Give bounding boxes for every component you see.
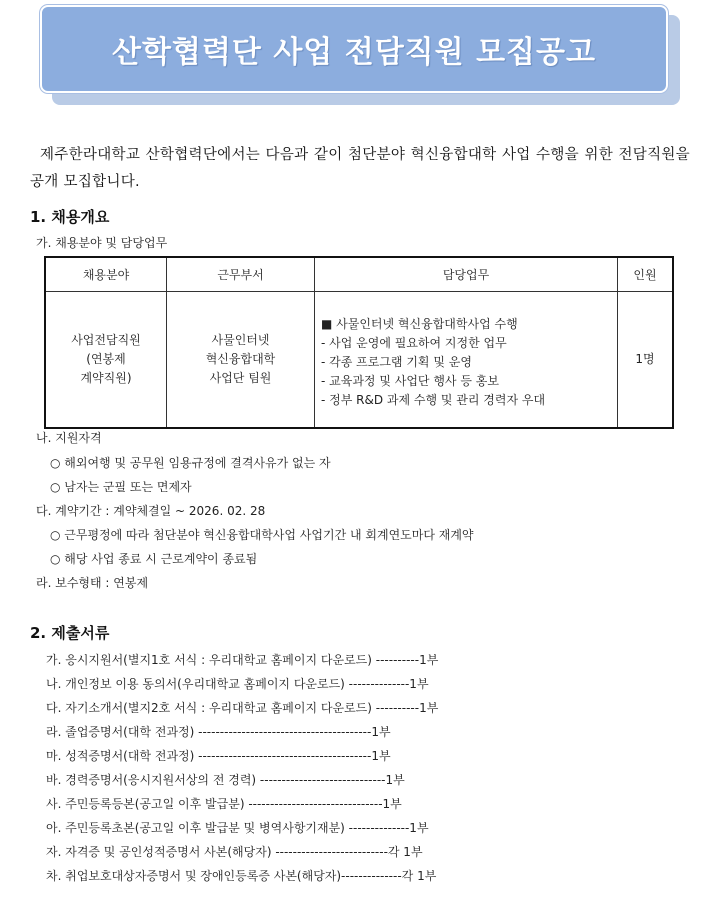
title-banner — [40, 5, 682, 105]
document-item: 다. 자기소개서(별지2호 서식 : 우리대학교 홈페이지 다운로드) ----------1부 — [46, 701, 439, 715]
document-item: 가. 응시지원서(별지1호 서식 : 우리대학교 홈페이지 다운로드) ----------1부 — [46, 653, 439, 667]
section1-sub-b: 나. 지원자격 — [36, 431, 102, 445]
header-dept: 근무부서 — [167, 257, 315, 292]
intro-paragraph: 제주한라대학교 산학협력단에서는 다음과 같이 첨단분야 혁신융합대학 사업 수행을 위한 전담직원을 공개 모집합니다. — [30, 147, 690, 190]
duty-line: - 정부 R&D 과제 수행 및 관리 경력자 우대 — [321, 392, 546, 407]
duty-line: - 사업 운영에 필요하여 지정한 업무 — [321, 335, 507, 350]
page-title: 산학협력단 사업 전담직원 모집공고 — [111, 35, 597, 70]
duty-line: ■ 사물인터넷 혁신융합대학사업 수행 — [321, 316, 518, 331]
header-count: 인원 — [618, 257, 674, 292]
document-item: 나. 개인정보 이용 동의서(우리대학교 홈페이지 다운로드) --------------1부 — [46, 677, 429, 691]
cell-dept — [167, 292, 315, 429]
table-header-row — [45, 257, 673, 292]
section1-heading: 1. 채용개요 — [30, 208, 110, 226]
table-row — [45, 292, 673, 429]
field-line: 사업전담직원 — [71, 333, 141, 347]
qualification-item: ○ 남자는 군필 또는 면제자 — [50, 480, 192, 494]
section1-sub-d: 라. 보수형태 : 연봉제 — [36, 576, 149, 590]
document-item: 라. 졸업증명서(대학 전과정) ----------------------------------------1부 — [46, 725, 391, 739]
field-line: 계약직원) — [80, 371, 132, 385]
duty-line: - 각종 프로그램 기획 및 운영 — [321, 354, 472, 369]
document-item: 자. 자격증 및 공인성적증명서 사본(해당자) --------------------------각 1부 — [46, 845, 423, 859]
document-item: 아. 주민등록초본(공고일 이후 발급분 및 병역사항기재분) --------------1부 — [46, 821, 429, 835]
header-duties: 담당업무 — [315, 257, 618, 292]
field-line: (연봉제 — [86, 352, 126, 366]
recruit-table — [44, 256, 674, 429]
qualification-item: ○ 해외여행 및 공무원 임용규정에 결격사유가 없는 자 — [50, 456, 331, 470]
duty-line: - 교육과정 및 사업단 행사 등 홍보 — [321, 373, 499, 388]
dept-line: 사물인터넷 — [211, 333, 270, 347]
cell-field — [45, 292, 167, 429]
banner-box — [40, 5, 668, 93]
contract-note: ○ 해당 사업 종료 시 근로계약이 종료됨 — [50, 552, 258, 566]
cell-duties — [315, 292, 618, 429]
document-item: 마. 성적증명서(대학 전과정) ----------------------------------------1부 — [46, 749, 391, 763]
section1-sub-c: 다. 계약기간 : 계약체결일 ~ 2026. 02. 28 — [36, 504, 266, 518]
document-item: 차. 취업보호대상자증명서 및 장애인등록증 사본(해당자)--------------각 1부 — [46, 869, 437, 883]
contract-note: ○ 근무평정에 따라 첨단분야 혁신융합대학사업 사업기간 내 회계연도마다 재계약 — [50, 528, 474, 542]
dept-line: 혁신융합대학 — [205, 352, 276, 366]
cell-count: 1명 — [618, 292, 674, 429]
dept-line: 사업단 팀원 — [209, 371, 272, 385]
section1-sub-a: 가. 채용분야 및 담당업무 — [36, 236, 168, 250]
header-field: 채용분야 — [45, 257, 167, 292]
document-item: 바. 경력증명서(응시지원서상의 전 경력) -----------------------------1부 — [46, 773, 405, 787]
document-item: 사. 주민등록등본(공고일 이후 발급분) -------------------------------1부 — [46, 797, 402, 811]
section2-heading: 2. 제출서류 — [30, 624, 110, 642]
